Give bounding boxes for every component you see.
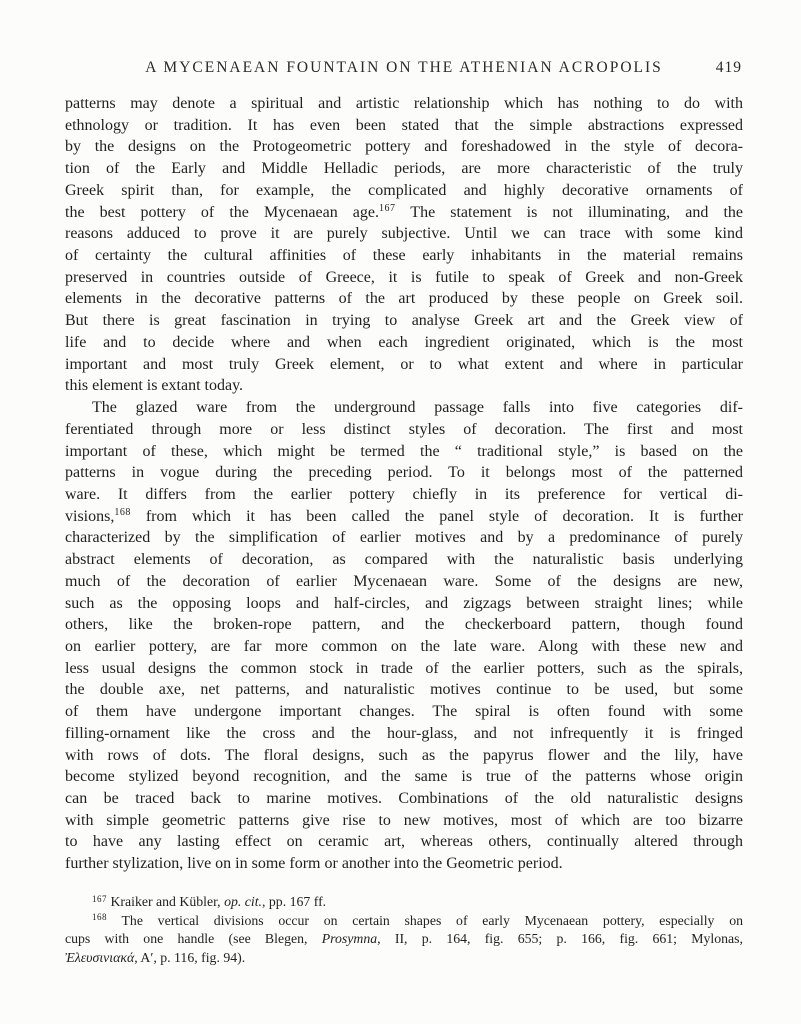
text-segment: The vertical divisions occur on certain shapes of early Mycenaean pottery, especially on (107, 912, 743, 928)
text-segment: , II, p. 164, fig. 655; p. 166, fig. 661; Mylonas, (377, 931, 743, 947)
footnote-ref-167: 167 (379, 203, 396, 215)
text-line: But there is great fascination in trying to analyse Greek art and the Greek view of (65, 312, 743, 330)
text-line: less usual designs the common stock in trade of the earlier potters, such as the spirals, (65, 659, 743, 677)
text-line: characterized by the simplification of earlier motives and by a predominance of purely (65, 529, 743, 547)
italic-citation: Prosymna (321, 931, 378, 947)
text-line: others, like the broken-rope pattern, and the checkerboard pattern, though found (65, 616, 743, 634)
text-line: the double axe, net patterns, and naturalistic motives continue to be used, but some (65, 681, 743, 699)
text-line: ethnology or tradition. It has even been stated that the simple abstractions expressed (65, 116, 743, 134)
footnotes-section (65, 893, 743, 967)
running-header (65, 59, 743, 79)
text-line: with rows of dots. The floral designs, such as the papyrus flower and the lily, have (65, 746, 743, 764)
text-line: this element is extant today. (65, 377, 244, 395)
text-line: abstract elements of decoration, as compared with the naturalistic basis underlying (65, 551, 743, 569)
text-line: by the designs on the Protogeometric pottery and foreshadowed in the style of decora- (65, 138, 743, 156)
text-line: preserved in countries outside of Greece, it is futile to speak of Greek and non-Greek (65, 268, 743, 286)
paragraph (65, 93, 743, 397)
text-line: important of these, which might be termed the “ traditional style,” is based on the (65, 442, 743, 460)
text-line: can be traced back to marine motives. Combinations of the old naturalistic designs (65, 790, 743, 807)
body-text (65, 93, 743, 875)
text-line: tion of the Early and Middle Helladic periods, are more characteristic of the truly (65, 160, 743, 178)
text-line: much of the decoration of earlier Mycenaean ware. Some of the designs are new, (65, 572, 743, 590)
text-line: to have any lasting effect on ceramic art, whereas others, continually altered through (65, 833, 743, 851)
footnote-168-line-1 (65, 912, 743, 931)
text-segment: , pp. 167 ff. (262, 894, 327, 909)
text-segment: The statement is not illuminating, and the (395, 203, 744, 221)
page-title: A MYCENAEAN FOUNTAIN ON THE ATHENIAN ACROPOLIS (145, 59, 663, 76)
text-segment: cups with one handle (see Blegen, (65, 931, 322, 947)
text-line: on earlier pottery, are far more common on the late ware. Along with these new and (65, 637, 743, 655)
text-line: patterns in vogue during the preceding period. To it belongs most of the patterned (65, 464, 743, 482)
footnote-ref-168: 168 (114, 507, 131, 519)
text-line: of them have undergone important changes. The spiral is often found with some (65, 703, 743, 721)
text-segment: , Α′, p. 116, fig. 94). (134, 949, 246, 965)
text-line: important and most truly Greek element, or to what extent and where in particular (65, 355, 743, 373)
text-line: elements in the decorative patterns of the art produced by these people on Greek soil. (65, 290, 743, 308)
text-line: such as the opposing loops and half-circles, and zigzags between straight lines; while (65, 594, 743, 612)
footnote-167 (65, 893, 743, 912)
text-line: filling-ornament like the cross and the hour-glass, and not infrequently it is fringed (65, 724, 743, 742)
text-segment: from which it has been called the panel style of decoration. It is further (130, 507, 743, 525)
footnote-168-line-2 (65, 930, 743, 949)
text-line: of certainty the cultural affinities of these early inhabitants in the material remains (65, 247, 743, 265)
text-line: Greek spirit than, for example, the complicated and highly decorative ornaments of (65, 181, 743, 199)
text-line: with simple geometric patterns give rise to new motives, most of which are too bizarre (65, 811, 743, 829)
text-segment: visions, (65, 507, 115, 525)
italic-greek-citation: Ἐλευσινιακά (65, 949, 135, 965)
text-line: become stylized beyond recognition, and the same is true of the patterns whose origin (65, 768, 743, 786)
footnote-number: 167 (92, 893, 107, 904)
text-line: The glazed ware from the underground passage falls into five categories dif- (92, 399, 743, 417)
paragraph (65, 397, 743, 875)
text-line: ware. It differs from the earlier pottery chiefly in its preference for vertical di- (65, 485, 743, 503)
footnote-168-line-3 (65, 949, 743, 968)
text-segment: the best pottery of the Mycenaean age. (65, 203, 379, 221)
footnote-number: 168 (92, 912, 107, 923)
text-line (65, 506, 743, 528)
text-line: ferentiated through more or less distinct styles of decoration. The first and most (65, 420, 743, 438)
text-line: patterns may denote a spiritual and artistic relationship which has nothing to do with (65, 95, 743, 112)
page-number: 419 (715, 59, 742, 76)
text-line: reasons adduced to prove it are purely subjective. Until we can trace with some kind (65, 225, 743, 243)
text-line: further stylization, live on in some form or another into the Geometric period. (65, 855, 563, 873)
text-segment: Kraiker and Kübler, (107, 894, 225, 909)
italic-citation: op. cit. (224, 894, 262, 909)
text-line: life and to decide where and when each ingredient originated, which is the most (65, 333, 743, 351)
text-line (65, 202, 743, 224)
